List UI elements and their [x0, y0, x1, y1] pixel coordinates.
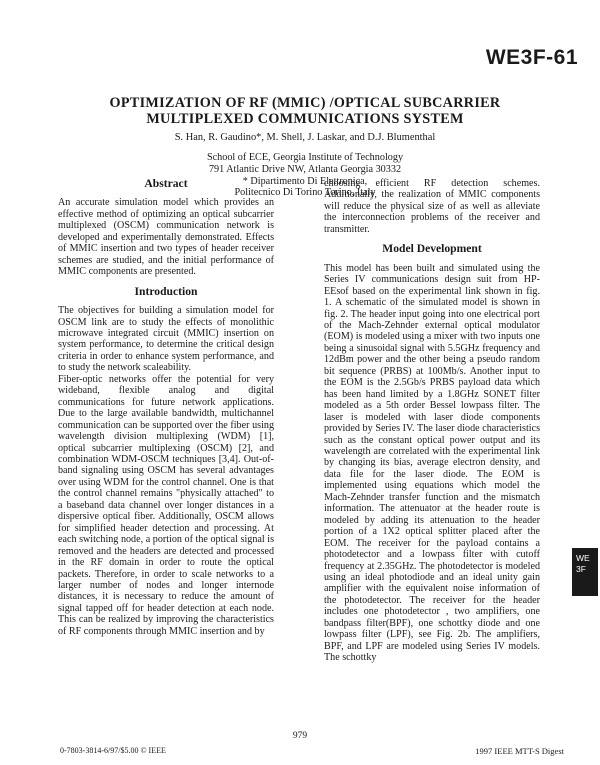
continuation-text: choosing efficient RF detection schemes. Additionally, the realization of MMIC components will reduce the physical size of as well as alleviate the interconnection problems of the receiver and transmitter.	[324, 178, 540, 235]
abstract-text: An accurate simulation model which provides an effective method of optimizing an optical subcarrier multiplexed (OSCM) communication network is developed and experimentally demonstrated. Effects of MMIC insertion and two types of header receiver schemes are studied, and the initial performance of MMIC components are presented.	[58, 197, 274, 278]
edge-tab-line-2: 3F	[576, 564, 586, 574]
affiliation-line-4: Politecnico Di Torino Torino, Italy	[234, 187, 376, 199]
affiliation-line-3: * Dipartimento Di Elettronica,	[242, 175, 368, 187]
footer-copyright: 0-7803-3814-6/97/$5.00 © IEEE	[60, 746, 166, 755]
model-development-heading: Model Development	[382, 242, 482, 256]
abstract-heading: Abstract	[144, 177, 188, 190]
affiliation-line-1: School of ECE, Georgia Institute of Technology	[206, 152, 404, 163]
left-column	[58, 178, 274, 637]
page-number: 979	[292, 731, 308, 741]
paper-title	[70, 95, 540, 127]
author-list: S. Han, R. Gaudino*, M. Shell, J. Laskar, and D.J. Blumenthal	[174, 132, 436, 143]
title-line-2: MULTIPLEXED COMMUNICATIONS SYSTEM	[146, 111, 464, 127]
footer-proceedings: 1997 IEEE MTT-S Digest	[475, 746, 564, 756]
intro-paragraph-2: Fiber-optic networks offer the potential for very wideband, flexible analog and digital communications for future network applications. Due to the large available bandwidth, multichannel communication can be supported over the fiber using wavelength division multiplexing (WDM) [1], optical subcarrier multiplexing (OSCM) [2], and combination WDM-OSCM techniques [3,4]. Out-of-band signaling using OSCM has several advantages over using WDM for the control channel. One is that the control channel remains "physically attached" to a baseband data channel over longer distances in a dispersive optical fiber. Additionally, OSCM allows for simplified header detection and processing. At each switching node, a portion of the optical signal is removed and the headers are detected and processed in the RF domain in order to route the optical packets. Therefore, in order to scale networks to a larger number of nodes and longer internode distances, it is necessary to reduce the amount of signal tapped off for header detection at each node. This can be realized by improving the characteristics of RF components through MMIC insertion and by	[58, 373, 274, 637]
affiliation-line-2: 791 Atlantic Drive NW, Atlanta Georgia 30332	[208, 163, 402, 175]
introduction-heading: Introduction	[134, 284, 198, 298]
edge-tab-line-1: WE	[576, 553, 590, 563]
session-code: WE3F-61	[485, 46, 578, 69]
section-edge-tab	[572, 548, 598, 596]
title-line-1: OPTIMIZATION OF RF (MMIC) /OPTICAL SUBCARRIER	[109, 95, 501, 111]
right-column	[324, 178, 540, 664]
model-development-text: This model has been built and simulated using the Series IV communications design suit from HP-EEsof based on the experimental link shown in fig. 1. A schematic of the simulated model is shown in fig. 2. The header input going into one electrical port of the Mach-Zehnder external optical modulator (EOM) is modeled using a mixer with two inputs one being a sinusoidal signal with 5.5GHz frequency and 12dBm power and the other being a pseudo random bit sequence (PRBS) at 100Mb/s. Another input to the EOM is the 2.5Gb/s PRBS payload data which has been hand limited by a 1.8GHz SONET filter modeled as a 5th order Bessel lowpass filter. The laser is modeled with laser diode components provided by Series IV. The laser diode characteristics such as the constant optical power output and its wavelength are correlated with the experimental link by changing its bias, average electron density, and data file for the laser diode. The EOM is implemented using equations which model the Mach-Zehnder transfer function and the mismatch information. The attenuator at the header route is modeled by adding its attenuation to the header portion of a 1X2 optical splitter placed after the EOM. The receiver for the payload contains a photodetector and a lowpass filter with cutoff frequency at 2.35GHz. The photodetector is modeled using an ideal photodiode and an ideal unity gain amplifier with the equivalent noise information of the photodetector. The receiver for the header includes one photodetector , two amplifiers, one bandpass filter(BPF), one schottky diode and one lowpass filter (LPF), see Fig. 2b. The amplifiers, BPF, and LPF are modeled using Series IV models. The schottky	[324, 262, 540, 664]
intro-paragraph-1: The objectives for building a simulation model for OSCM link are to study the effects of monolithic microwave integrated circuit (MMIC) insertion on system performance, to determine the critical design criteria in order to enhance system performance, and to study the network scaleability.	[58, 305, 274, 374]
